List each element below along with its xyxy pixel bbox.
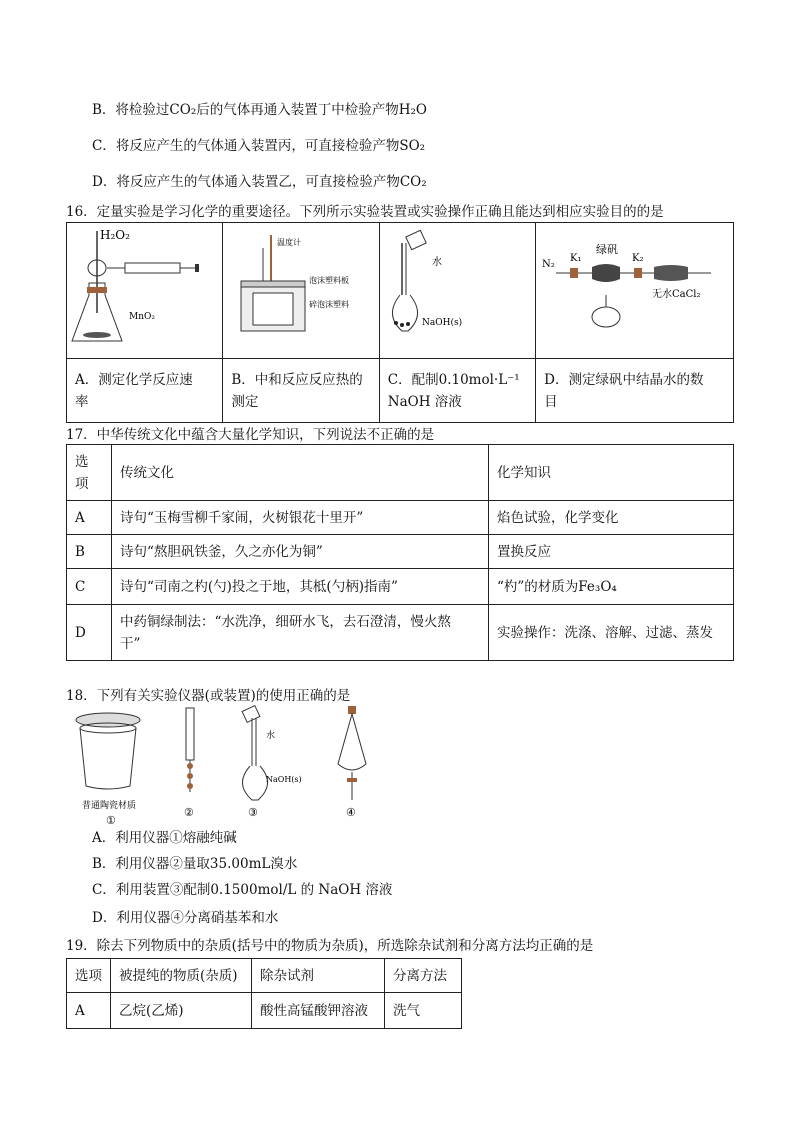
water-label: 水 [431, 257, 442, 268]
cacl2-label: 无水CaCl₂ [652, 289, 701, 300]
q17-row-b-chem: 置换反应 [489, 535, 734, 569]
q17-header-option-1: 选 [75, 453, 89, 470]
q19-header-method: 分离方法 [385, 959, 462, 993]
green-vitriol-label: 绿矾 [596, 243, 619, 256]
q17-stem: 17．中华传统文化中蕴含大量化学知识，下列说法不正确的是 [66, 427, 435, 443]
q16-option-c [379, 359, 535, 423]
q17-row-a-chem: 焰色试验，化学变化 [489, 501, 734, 535]
q19-row-a-method: 洗气 [385, 993, 462, 1029]
q18-apparatus-figure [66, 704, 386, 827]
q17-table [66, 444, 734, 661]
calorimeter-figure [223, 223, 373, 351]
hydrate-water-figure [536, 223, 726, 351]
q17-row-d-culture-line1: 中药铜绿制法：“水洗净，细研水飞，去石澄清，慢火熬 [120, 613, 451, 630]
q16-stem: 16．定量实验是学习化学的重要途径。下列所示实验装置或实验操作正确且能达到相应实验目的的是 [66, 204, 664, 220]
q17-row-a-option: A [67, 501, 112, 535]
q15-option-b: B．将检验过CO₂后的气体再通入装置丁中检验产物H₂O [92, 102, 427, 118]
q17-row-c-chem: “杓”的材质为Fe₃O₄ [489, 569, 734, 605]
q17-row-d-option: D [67, 605, 112, 661]
q17-row-c-option: C [67, 569, 112, 605]
naoh-label: NaOH(s) [421, 318, 462, 328]
k1-label: K₁ [570, 253, 582, 264]
k2-label: K₂ [632, 253, 644, 264]
q16-fig-b-cell [223, 223, 379, 359]
foam-board-label: 泡沫塑料板 [309, 276, 350, 285]
q17-row-b-option: B [67, 535, 112, 569]
q16-option-d-line1: D．测定绿矾中结晶水的数 [544, 371, 704, 388]
q18-naoh-label: NaOH(s) [266, 775, 302, 784]
q16-fig-c-cell [379, 223, 535, 359]
q16-option-a-line1: A．测定化学反应速 [75, 371, 193, 388]
fig3-number: ③ [248, 806, 258, 819]
q19-header-substance: 被提纯的物质(杂质) [111, 959, 252, 993]
q17-row-d-chem: 实验操作：洗涤、溶解、过滤、蒸发 [489, 605, 734, 661]
mno2-label: MnO₂ [129, 312, 155, 322]
q19-row-a-substance: 乙烷(乙烯) [111, 993, 252, 1029]
crucible-caption: 普通陶瓷材质 [82, 801, 137, 811]
q18-option-d: D．利用仪器④分离硝基苯和水 [92, 910, 279, 926]
q16-option-a [67, 359, 223, 423]
q16-fig-a-cell [67, 223, 223, 359]
rate-apparatus-figure [67, 223, 217, 351]
q16-option-c-line2: NaOH 溶液 [387, 393, 462, 410]
q17-header-culture: 传统文化 [112, 445, 489, 501]
fig4-number: ④ [346, 806, 356, 819]
q15-option-d: D．将反应产生的气体通入装置乙，可直接检验产物CO₂ [92, 174, 427, 190]
q17-header-chem: 化学知识 [489, 445, 734, 501]
separatory-funnel-icon [338, 706, 366, 800]
q16-option-b-line1: B．中和反应反应热的 [231, 371, 363, 388]
q19-header-option: 选项 [67, 959, 111, 993]
q18-stem: 18．下列有关实验仪器(或装置)的使用正确的是 [66, 688, 351, 704]
q17-header-option-2: 项 [75, 475, 89, 492]
q18-option-c: C．利用装置③配制0.1500mol/L 的 NaOH 溶液 [92, 882, 393, 898]
fig2-number: ② [184, 806, 194, 819]
q15-option-c: C．将反应产生的气体通入装置丙，可直接检验产物SO₂ [92, 138, 426, 154]
q19-header-reagent: 除杂试剂 [252, 959, 385, 993]
q17-row-d-culture-line2: 干” [120, 635, 141, 652]
q18-option-a: A．利用仪器①熔融纯碱 [92, 830, 237, 846]
volumetric-flask-figure [380, 223, 530, 351]
n2-label: N₂ [542, 259, 555, 270]
q17-header-option [67, 445, 112, 501]
burette-icon [186, 708, 194, 792]
q17-row-d-culture [112, 605, 489, 661]
q19-row-a-reagent: 酸性高锰酸钾溶液 [252, 993, 385, 1029]
q16-option-a-line2: 率 [75, 393, 89, 410]
q17-row-c-culture: 诗句“司南之杓(勺)投之于地，其柢(勺柄)指南” [112, 569, 489, 605]
q17-row-b-culture: 诗句“熬胆矾铁釜，久之亦化为铜” [112, 535, 489, 569]
q19-stem: 19．除去下列物质中的杂质(括号中的物质为杂质)，所选除杂试剂和分离方法均正确的是 [66, 938, 594, 954]
h2o2-label: H₂O₂ [100, 228, 130, 242]
q16-option-d-line2: 目 [544, 393, 558, 410]
foam-pieces-label: 碎泡沫塑料 [309, 300, 350, 309]
crucible-icon [76, 713, 140, 789]
q18-water-label: 水 [266, 731, 276, 741]
q19-row-a-option: A [67, 993, 111, 1029]
q18-option-b: B．利用仪器②量取35.00mL溴水 [92, 856, 298, 872]
volumetric-flask-icon [242, 706, 267, 800]
q17-row-a-culture: 诗句“玉梅雪柳千家闹，火树银花十里开” [112, 501, 489, 535]
q16-option-d [536, 359, 734, 423]
thermometer-label: 温度计 [277, 238, 302, 247]
q16-fig-d-cell [536, 223, 734, 359]
fig1-number: ① [106, 814, 116, 827]
q19-table [66, 958, 462, 1029]
q16-option-b-line2: 测定 [231, 393, 259, 410]
q16-option-c-line1: C．配制0.10mol·L⁻¹ [387, 371, 520, 388]
q16-option-b [223, 359, 379, 423]
q16-table [66, 222, 734, 423]
